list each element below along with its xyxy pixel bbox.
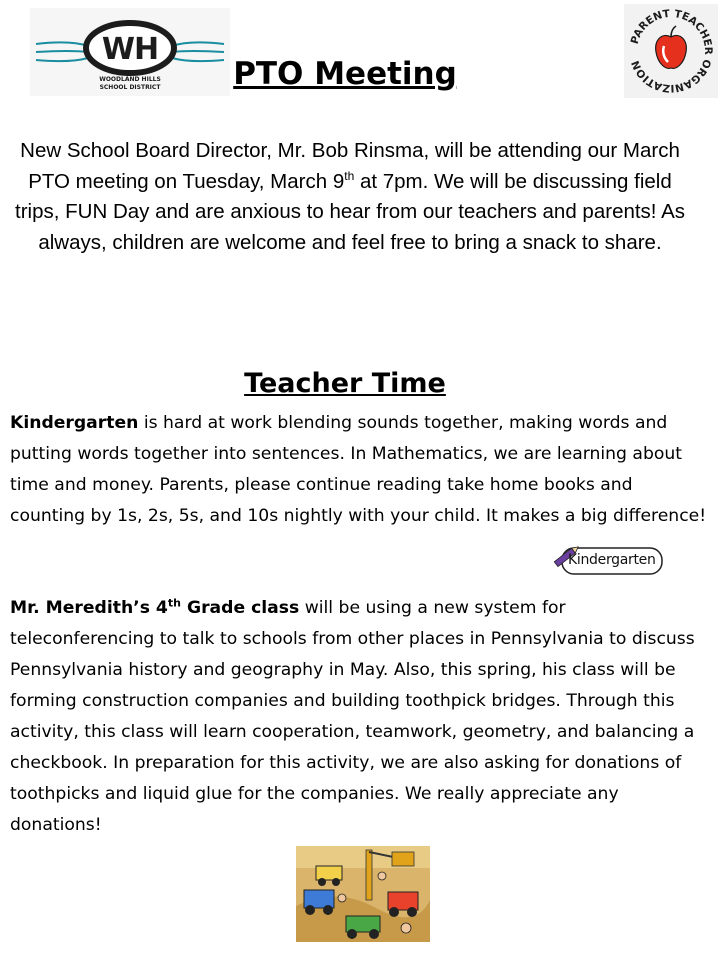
logo-caption-1: WOODLAND HILLS (99, 76, 161, 83)
intro-ordinal-suffix: th (344, 168, 355, 183)
fourth-grade-paragraph (10, 593, 710, 841)
intro-text-start: New School Board Director, Mr. Bob Rinsma, will be attending our March PTO meeting on Tuesday, March 9 (20, 139, 680, 193)
fourth-grade-lead-class: Grade class (180, 598, 300, 618)
pto-ring-text: PARENT TEACHER ORGANIZATION (628, 7, 715, 95)
page-title: PTO Meeting (233, 56, 457, 92)
kindergarten-lead: Kindergarten (10, 413, 139, 433)
fourth-grade-body: will be using a new system for teleconferencing to talk to schools from other places in Pennsylvania to discuss Pennsylvania history and geography in May. Also, this spring, his class will be forming construction companies and building toothpick bridges. Through this activity, this class will learn cooperation, teamwork, geometry, and balancing a checkbook. In preparation for this activity, we are also asking for donations of toothpicks and liquid glue for the companies. We really appreciate any donations! (10, 598, 695, 835)
fourth-grade-lead-text: Mr. Meredith’s 4 (10, 598, 168, 618)
meeting-announcement (10, 136, 690, 258)
kindergarten-clipart (552, 544, 664, 578)
fourth-grade-lead (10, 598, 299, 618)
section-title-teacher-time: Teacher Time (244, 368, 446, 399)
logo-caption-2: SCHOOL DISTRICT (99, 84, 161, 91)
logo-mark-text: WH (101, 32, 159, 67)
fourth-grade-ordinal-suffix: th (167, 596, 181, 610)
kindergarten-body: is hard at work blending sounds together, making words and putting words together into sentences. In Mathematics, we are learning about time and money. Parents, please continue reading take home books and counting by 1s, 2s, 5s, and 10s nightly with your child. It makes a big difference! (10, 413, 707, 526)
intro-text-end: at 7pm. We will be discussing field trips, FUN Day and are anxious to hear from our teachers and parents! As always, children are welcome and feel free to bring a snack to share. (15, 169, 685, 254)
construction-clipart (296, 846, 430, 942)
kindergarten-clipart-label: Kindergarten (568, 552, 656, 568)
kindergarten-paragraph (10, 408, 710, 532)
